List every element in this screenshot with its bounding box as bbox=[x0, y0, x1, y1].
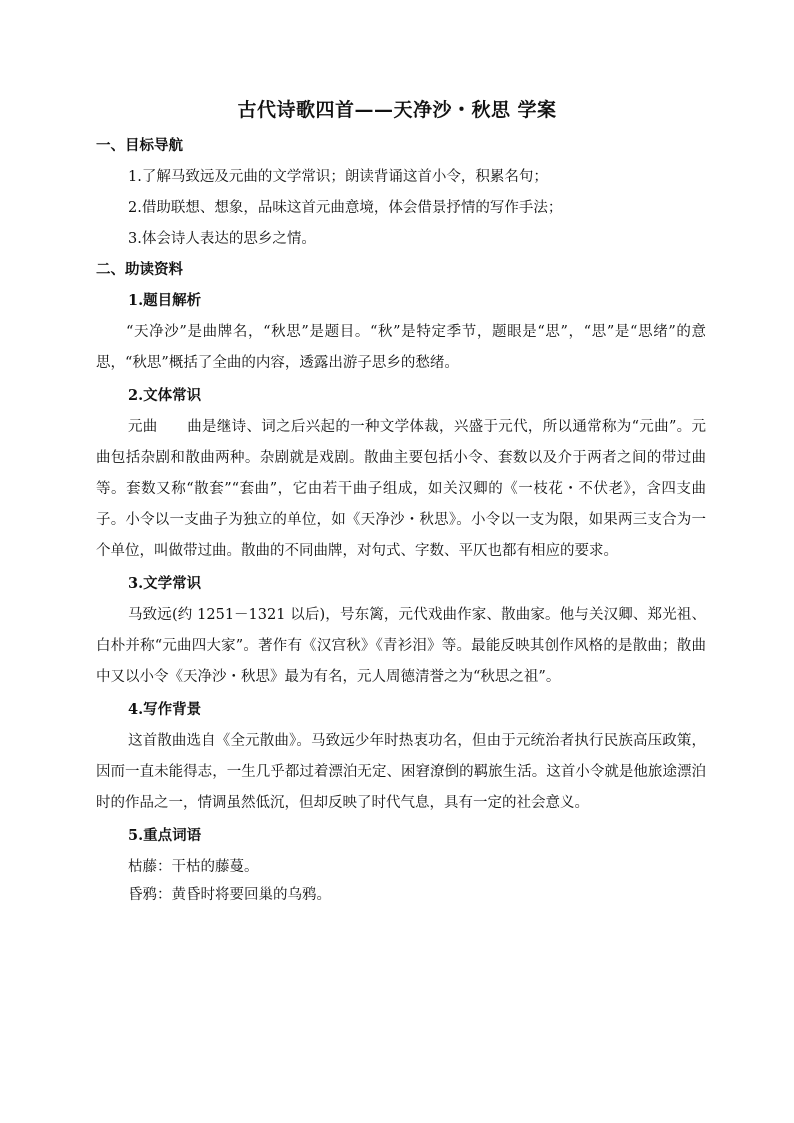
goal-item-1: 1.了解马致远及元曲的文学常识；朗读背诵这首小令，积累名句； bbox=[128, 169, 548, 185]
paragraph-genre-knowledge: 元曲 曲是继诗、词之后兴起的一种文学体裁，兴盛于元代，所以通常称为“元曲”。元曲包括杂剧和散曲两种。杂剧就是戏剧。散曲主要包括小令、套数以及介于两者之间的带过曲等。套数又称“散套”“套曲”，它由若干曲子组成，如关汉卿的《一枝花・不伏老》，含四支曲子。小令以一支曲子为独立的单位，如《天净沙・秋思》。小令以一支为限，如果两三支合为一个单位，叫做带过曲。散曲的不同曲牌，对句式、字数、平仄也都有相应的要求。 bbox=[96, 419, 706, 559]
section-heading-reading-materials: 二、助读资料 bbox=[96, 261, 183, 278]
key-word-item-1: 枯藤：干枯的藤蔓。 bbox=[128, 859, 259, 875]
subheading-writing-background: 4.写作背景 bbox=[128, 701, 202, 718]
paragraph-writing-background: 这首散曲选自《全元散曲》。马致远少年时热衷功名，但由于元统治者执行民族高压政策，因而一直未能得志，一生几乎都过着漂泊无定、困窘潦倒的羁旅生活。这首小令就是他旅途漂泊时的作品之一，情调虽然低沉，但却反映了时代气息，具有一定的社会意义。 bbox=[96, 733, 706, 811]
page-title: 古代诗歌四首——天净沙・秋思 学案 bbox=[237, 99, 557, 121]
document-body bbox=[96, 136, 706, 913]
key-word-item-2: 昏鸦：黄昏时将要回巢的乌鸦。 bbox=[128, 887, 331, 903]
subheading-genre-knowledge: 2.文体常识 bbox=[128, 387, 202, 404]
paragraph-literary-knowledge: 马致远(约 1251－1321 以后)，号东篱，元代戏曲作家、散曲家。他与关汉卿、郑光祖、白朴并称“元曲四大家”。著作有《汉宫秋》《青衫泪》等。最能反映其创作风格的是散曲；散曲中又以小令《天净沙・秋思》最为有名，元人周德清誉之为“秋思之祖”。 bbox=[96, 607, 706, 685]
goal-item-3: 3.体会诗人表达的思乡之情。 bbox=[128, 231, 316, 247]
subheading-key-words: 5.重点词语 bbox=[128, 827, 202, 844]
section-heading-goals: 一、目标导航 bbox=[96, 137, 183, 154]
paragraph-title-analysis: “天净沙”是曲牌名，“秋思”是题目。“秋”是特定季节，题眼是“思”，“思”是“思绪”的意思，“秋思”概括了全曲的内容，透露出游子思乡的愁绪。 bbox=[96, 324, 706, 371]
subheading-title-analysis: 1.题目解析 bbox=[128, 292, 202, 309]
subheading-literary-knowledge: 3.文学常识 bbox=[128, 575, 202, 592]
goal-item-2: 2.借助联想、想象，品味这首元曲意境，体会借景抒情的写作手法； bbox=[128, 200, 563, 216]
